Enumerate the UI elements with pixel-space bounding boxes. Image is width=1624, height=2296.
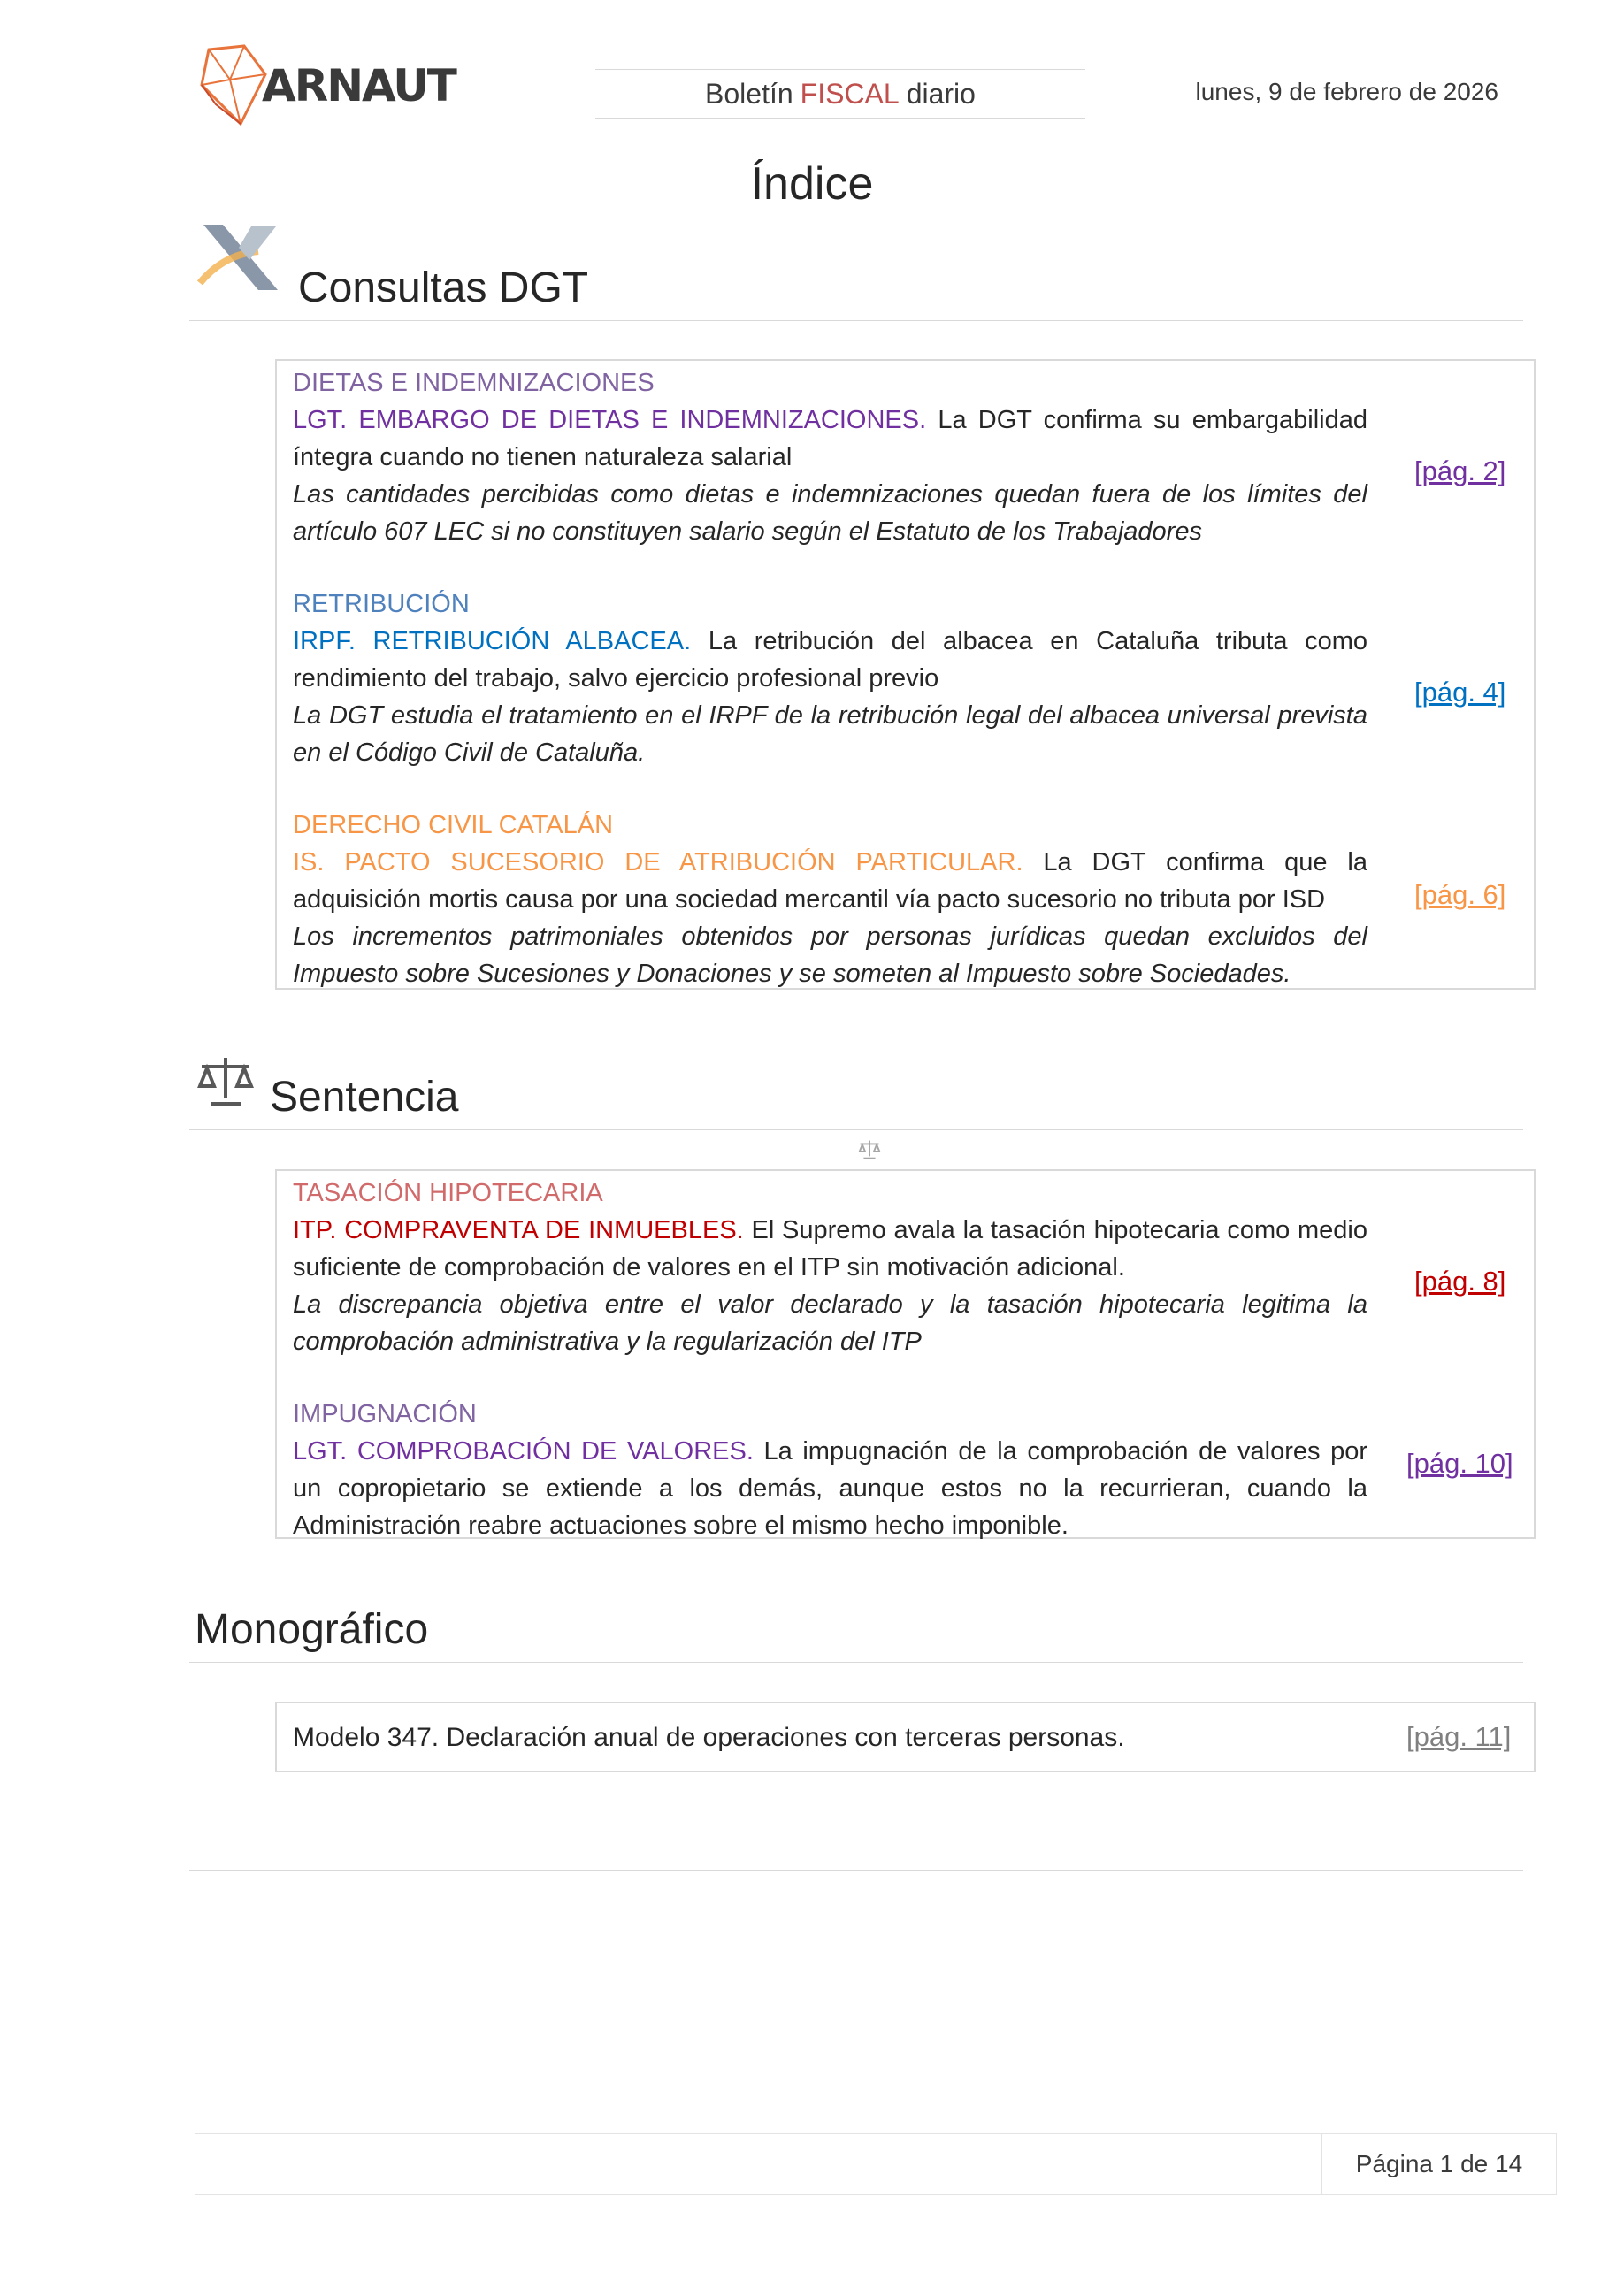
footer-page-number: Página 1 de 14 <box>1355 2150 1523 2177</box>
entry-category: TASACIÓN HIPOTECARIA <box>293 1179 603 1207</box>
entry-lead: La DGT confirma su embargabilidad íntegra cuando no tienen naturaleza salarial <box>293 406 1368 471</box>
bulletin-title <box>595 69 1085 119</box>
logo-text: ARNAUT <box>262 60 456 111</box>
section-divider <box>189 1129 1523 1130</box>
page-link[interactable]: [pág. 4] <box>1414 677 1506 708</box>
entry-description: La DGT estudia el tratamiento en el IRPF de la retribución legal del albacea universal prevista en el Código Civil de Cataluña. <box>293 701 1367 767</box>
list-item <box>293 364 1367 550</box>
entry-lead: La impugnación de la comprobación de valores por un copropietario se extiende a los demás, aunque estos no la recurrieran, cuando la Administración reabre actuaciones sobre el mismo hecho imponible. <box>293 1437 1367 1540</box>
section-title-monografico: Monográfico <box>195 1606 429 1653</box>
monografico-item <box>293 1719 1367 1756</box>
list-item <box>293 1396 1367 1544</box>
scales-icon <box>196 1054 255 1109</box>
list-item <box>293 585 1367 771</box>
bulletin-date: lunes, 9 de febrero de 2026 <box>1195 78 1498 105</box>
entry-headline: ITP. COMPRAVENTA DE INMUEBLES. <box>293 1216 744 1244</box>
entry-category: DERECHO CIVIL CATALÁN <box>293 811 614 839</box>
entry-description: Las cantidades percibidas como dietas e indemnizaciones quedan fuera de los límites del artículo 607 LEC si no constituyen salario según el Estatuto de los Trabajadores <box>293 480 1367 546</box>
dgt-logo-icon <box>196 221 285 302</box>
index-title: Índice <box>750 158 874 210</box>
entry-headline: LGT. EMBARGO DE DIETAS E INDEMNIZACIONES. <box>293 406 927 434</box>
bottom-divider <box>189 1870 1523 1871</box>
entry-lead: La retribución del albacea en Cataluña tributa como rendimiento del trabajo, salvo ejercicio profesional previo <box>293 627 1368 693</box>
entry-lead: El Supremo avala la tasación hipotecaria como medio suficiente de comprobación de valores en el ITP sin motivación adicional. <box>293 1216 1367 1282</box>
entry-description: La discrepancia objetiva entre el valor declarado y la tasación hipotecaria legitima la comprobación administrativa y la regularización del ITP <box>293 1290 1367 1356</box>
page-link[interactable]: [pág. 6] <box>1414 879 1506 910</box>
bulletin-suffix: diario <box>906 77 976 110</box>
entry-category: IMPUGNACIÓN <box>293 1400 477 1428</box>
entry-category: DIETAS E INDEMNIZACIONES <box>293 369 655 397</box>
dgt-entries-box <box>275 359 1536 990</box>
bulletin-accent: FISCAL <box>800 77 900 110</box>
sentencia-entries-box <box>275 1169 1536 1539</box>
entry-headline: LGT. COMPROBACIÓN DE VALORES. <box>293 1437 754 1466</box>
monografico-box <box>275 1702 1536 1772</box>
page-link[interactable]: [pág. 10] <box>1406 1448 1513 1479</box>
page-link[interactable]: [pág. 8] <box>1414 1266 1506 1297</box>
bulletin-prefix: Boletín <box>705 77 793 110</box>
arnaut-logo-icon <box>196 42 269 129</box>
page-link[interactable]: [pág. 2] <box>1414 455 1506 486</box>
monografico-text: Modelo 347. Declaración anual de operaciones con terceras personas. <box>293 1723 1125 1752</box>
section-title-consultas-dgt: Consultas DGT <box>298 264 589 311</box>
section-divider <box>189 320 1523 321</box>
section-title-sentencia: Sentencia <box>270 1074 459 1121</box>
entry-headline: IS. PACTO SUCESORIO DE ATRIBUCIÓN PARTICULAR. <box>293 848 1023 876</box>
entry-headline: IRPF. RETRIBUCIÓN ALBACEA. <box>293 627 692 655</box>
list-item <box>293 1175 1367 1360</box>
section-divider <box>189 1662 1523 1663</box>
page-link[interactable]: [pág. 11] <box>1406 1721 1512 1752</box>
arnaut-logo <box>196 42 456 129</box>
list-item <box>293 807 1367 992</box>
entry-description: Los incrementos patrimoniales obtenidos por personas jurídicas quedan excluidos del Impuesto sobre Sucesiones y Donaciones y se someten al Impuesto sobre Sociedades. <box>293 922 1367 988</box>
scales-small-icon <box>858 1139 881 1160</box>
entry-lead: La DGT confirma que la adquisición mortis causa por una sociedad mercantil vía pacto sucesorio no tributa por ISD <box>293 848 1367 914</box>
entry-category: RETRIBUCIÓN <box>293 590 470 618</box>
